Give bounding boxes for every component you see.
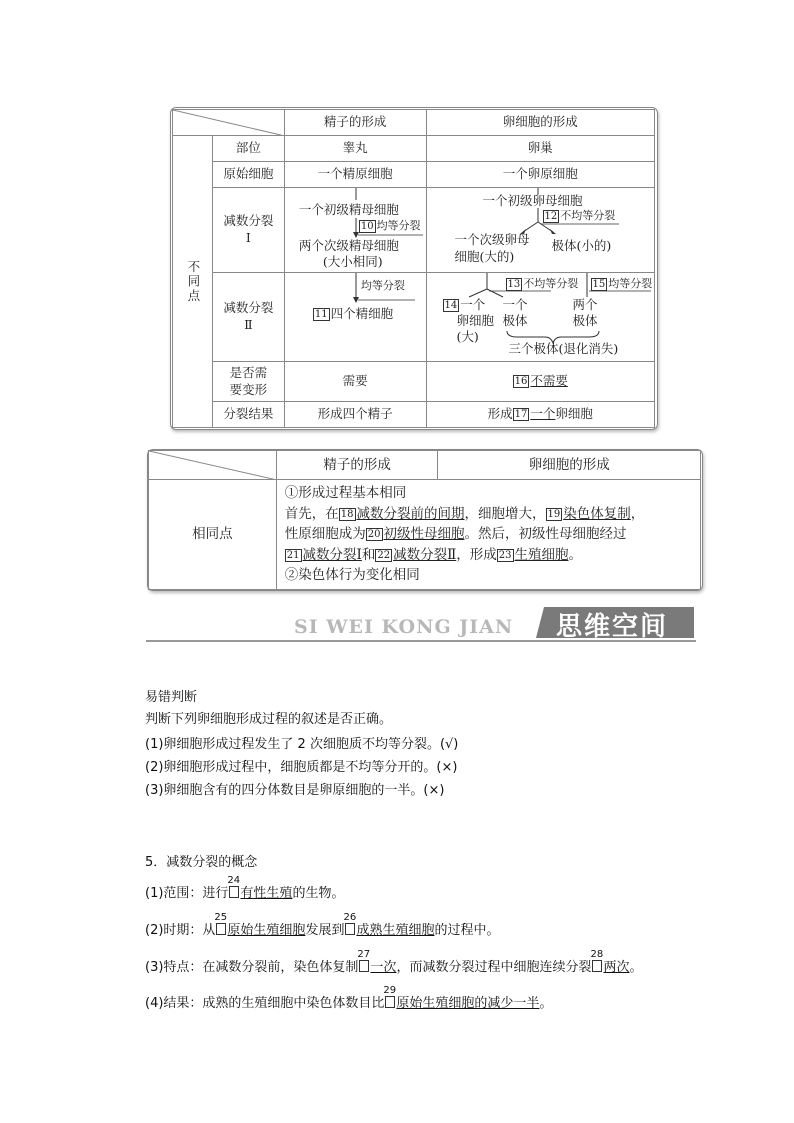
egg-polar1-2: 极体 — [502, 313, 528, 328]
row-label-meiosis2: 减数分裂Ⅱ — [212, 273, 284, 362]
sperm-secondary-note: (大小相同) — [322, 254, 383, 269]
concept-line-2: (2)时期：从 25 原始生殖细胞发展到 26 成熟生殖细胞的过程中。 — [145, 912, 500, 938]
same-line-1: ①形成过程基本相同 — [284, 485, 407, 502]
sperm-deform: 需要 — [284, 362, 426, 402]
concept-line-1: (1)范围：进行 24 有性生殖的生物。 — [145, 875, 345, 901]
egg-meiosis2 — [426, 273, 655, 362]
similarities-table — [148, 450, 701, 590]
judge-title: 易错判断 — [145, 690, 198, 705]
judge-item-3: (3)卵细胞含有的四分体数目是卵原细胞的一半。(×) — [145, 783, 445, 798]
row-label-origin: 原始细胞 — [212, 162, 284, 188]
same-line-5: ②染色体行为变化相同 — [284, 567, 420, 584]
egg-three-polar: 三个极体(退化消失) — [508, 341, 619, 356]
sperm-origin: 一个精原细胞 — [284, 162, 426, 188]
judge-intro: 判断下列卵细胞形成过程的叙述是否正确。 — [145, 712, 393, 727]
egg-polar-body: 极体(小的) — [551, 238, 612, 253]
sperm-secondary: 两个次级精母细胞 — [298, 238, 399, 253]
row-label-result: 分裂结果 — [212, 402, 284, 428]
egg-polar1-1: 一个 — [502, 297, 528, 312]
header-sperm: 精子的形成 — [284, 110, 426, 136]
concept-line-3: (3)特点：在减数分裂前，染色体复制 27 一次，而减数分裂过程中细胞连续分裂 28 两次。 — [145, 949, 643, 975]
t2-header-egg: 卵细胞的形成 — [438, 451, 701, 480]
concept-line-4: (4)结果：成熟的生殖细胞中染色体数目比 29 原始生殖细胞的减少一半。 — [145, 985, 553, 1011]
sperm-meiosis1 — [284, 188, 426, 273]
egg-result-final: 形成 17 一个卵细胞 — [426, 402, 655, 428]
differences-table — [172, 109, 655, 428]
same-line-4: 21 减数分裂Ⅰ和 22 减数分裂Ⅱ，形成 23 生殖细胞。 — [286, 546, 582, 563]
banner-latin: SI WEI KONG JIAN — [294, 616, 514, 638]
sperm-location: 睾丸 — [284, 136, 426, 162]
row-label-deform: 是否需 要变形 — [212, 362, 284, 402]
same-points-content — [276, 480, 700, 590]
egg-secondary-1: 一个次级卵母 — [454, 232, 530, 247]
egg-mei1-arrow-label: 12 不均等分裂 — [544, 209, 616, 222]
sperm-result-final: 形成四个精子 — [284, 402, 426, 428]
same-line-3: 性原细胞成为 20 初级性母细胞。然后，初级性母细胞经过 — [284, 526, 627, 543]
egg-deform: 16 不需要 — [426, 362, 655, 402]
egg-polar2-2: 极体 — [572, 313, 598, 328]
diagonal-header-cell — [173, 110, 285, 136]
egg-mei2-arrow-label-15: 15 均等分裂 — [592, 277, 653, 290]
group-label: 不同点 — [173, 136, 213, 428]
egg-ovum-3: (大) — [456, 329, 479, 344]
egg-secondary-2: 细胞(大的) — [454, 249, 515, 264]
sperm-primary: 一个初级精母细胞 — [298, 202, 399, 217]
header-egg: 卵细胞的形成 — [426, 110, 655, 136]
row-label-meiosis1: 减数分裂Ⅰ — [212, 188, 284, 273]
egg-location: 卵巢 — [426, 136, 655, 162]
same-points-label: 相同点 — [149, 480, 277, 590]
sperm-mei2-arrow-label: 均等分裂 — [360, 279, 405, 292]
sperm-mei1-arrow-label: 10 均等分裂 — [360, 219, 421, 232]
judge-item-2: (2)卵细胞形成过程中，细胞质都是不均等分开的。(×) — [145, 760, 458, 775]
sperm-meiosis2 — [284, 273, 426, 362]
egg-ovum-1: 14 一个 — [444, 297, 486, 312]
t2-header-sperm: 精子的形成 — [276, 451, 438, 480]
egg-meiosis1 — [426, 188, 655, 273]
egg-mei2-arrow-label-13: 13 不均等分裂 — [507, 277, 579, 290]
judge-item-1: (1)卵细胞形成过程发生了 2 次细胞质不均等分裂。(√) — [145, 737, 459, 752]
egg-primary: 一个初级卵母细胞 — [482, 193, 583, 208]
egg-origin: 一个卵原细胞 — [426, 162, 655, 188]
section-banner — [146, 604, 696, 644]
concept-title: 5．减数分裂的概念 — [145, 855, 258, 870]
same-line-2: 首先，在 18 减数分裂前的间期，细胞增大， 19 染色体复制， — [284, 505, 645, 522]
sperm-result: 11 四个精细胞 — [314, 306, 394, 321]
diagonal-header-cell-2 — [149, 451, 277, 480]
egg-polar2-1: 两个 — [572, 297, 598, 312]
row-label-location: 部位 — [212, 136, 284, 162]
egg-ovum-2: 卵细胞 — [456, 313, 495, 328]
banner-chinese: 思维空间 — [556, 612, 669, 642]
